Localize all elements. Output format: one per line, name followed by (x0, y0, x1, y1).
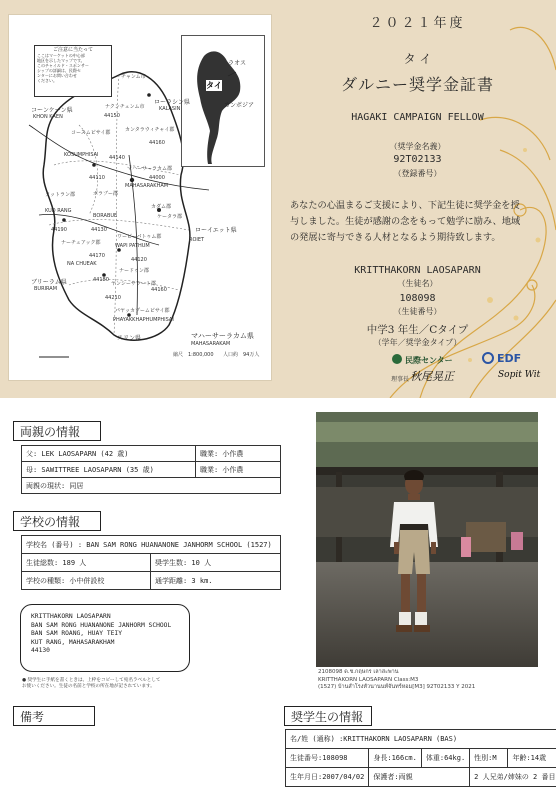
mother-cell: 母: SAWITTREE LAOSAPARN (35 歳) (22, 462, 196, 478)
province-label-en: KHON KAEN (33, 114, 63, 120)
caption-line: 2108098 ด.ช.กฤษกร เลาสะพาน (318, 669, 399, 675)
message-line: 与しました。生徒が感謝の念をもって勉学に励み、地域 (290, 216, 521, 227)
map-note-line: ください。 (37, 78, 57, 83)
scholarship-name-label: （奨学金名義） (389, 142, 446, 151)
province-label: ブリーラム県 (31, 279, 67, 286)
table-row (22, 554, 281, 572)
province-label-en: BURIRAM (34, 286, 58, 292)
postal-code: 44110 (89, 175, 105, 181)
district-label: チャンム市 (121, 74, 146, 80)
province-label-en: KALASIN (159, 106, 181, 112)
table-row (22, 572, 281, 590)
district-label: パヤッカプームピサイ郡 (115, 308, 170, 314)
message-line: あなたの心温まるご支援により、下記生徒に奨学金を授 (290, 200, 520, 211)
inset-map (181, 35, 265, 167)
edf-signature: Sopit Wit (498, 370, 541, 380)
postal-code: 44000 (149, 175, 165, 181)
district-label-en: MAHASARAKHAM (125, 183, 169, 189)
student-name-cell: 名/姓 (通称) :KRITTHAKORN LAOSAPARN (BAS) (286, 730, 556, 749)
org-logo-icon (392, 354, 402, 364)
org-name: 民際センター (405, 356, 453, 365)
postal-code: 44140 (109, 155, 125, 161)
grade-type-label: （学年／奨学金タイプ） (373, 338, 462, 347)
address-line: BAN SAM ROANG, HUAY TEIY (31, 630, 122, 637)
student-number-cell: 生徒番号:108098 (286, 749, 369, 768)
main-province-label: マハーサーラカム県 (191, 332, 254, 340)
height-cell: 身長:166cm. (369, 749, 422, 768)
registration-number: 92T02133 (393, 154, 442, 165)
total-students-cell: 生徒総数: 189 人 (22, 554, 151, 572)
district-label: カダム郡 (151, 204, 172, 210)
campaign-name: HAGAKI CAMPAIGN FELLOW (351, 112, 484, 123)
province-label: スリン県 (117, 335, 142, 342)
postal-code: 44180 (93, 277, 109, 283)
director-signature: 秋尾晃正 (410, 370, 454, 383)
district-label: ワーピーパトゥム郡 (117, 234, 162, 240)
student-section-title: 奨学生の情報 (284, 706, 372, 726)
parents-table (21, 445, 281, 494)
province-label: コーンケーン県 (31, 107, 73, 114)
postal-code: 44210 (105, 295, 121, 301)
main-province-label-en: MAHASARAKAM (191, 341, 231, 347)
caption-line: (1527) บ้านสำโรงหัวนานนท์จันทร์หอม[M3] 92T02133 Y 2021 (318, 684, 476, 690)
postal-code: 44160 (149, 140, 165, 146)
district-label: マハーサーラカム郡 (127, 166, 172, 172)
school-table (21, 535, 281, 590)
table-row (286, 730, 556, 749)
map-note-line: シップの詳細は、民際セ (37, 68, 81, 73)
province-map (8, 14, 272, 381)
school-name-cell: 学校名 (番号) : BAN SAM RONG HUANANONE JANHORM SCHOOL (1527) (22, 536, 281, 554)
grade-type: 中学3 年生／Cタイプ (366, 324, 469, 336)
student-name: KRITTHAKORN LAOSAPARN (354, 265, 481, 276)
parents-section-title: 両親の情報 (13, 421, 101, 441)
table-row (286, 749, 556, 768)
province-label: ローイエット県 (195, 227, 237, 234)
map-legend: 人口約 94万人 (223, 352, 260, 358)
student-photo (316, 412, 538, 667)
school-type-cell: 学校の種類: 小中併設校 (22, 572, 151, 590)
postal-code: 44130 (91, 227, 107, 233)
student-number-label: （生徒番号） (393, 307, 442, 316)
district-label-en: WAPI PATHUM (115, 243, 150, 249)
inset-label-thailand: タイ (206, 81, 222, 90)
footnote-line: ● 奨学生に手紙を書くときは、上枠をコピーして宛名ラベルとして (22, 678, 161, 683)
age-cell: 年齢:14歳 (508, 749, 556, 768)
student-number: 108098 (399, 293, 436, 304)
district-label-en: PHAYAKKHAPHUMPHISAI (113, 317, 174, 323)
father-cell: 父: LEK LAOSAPARN (42 歳) (22, 446, 196, 462)
map-note-line: このチャイルド・スポンサー (37, 63, 89, 68)
district-label-en: NA CHUEAK (67, 261, 97, 267)
remarks-section-title: 備考 (13, 706, 95, 726)
weight-cell: 体重:64kg. (421, 749, 469, 768)
photo-caption (318, 669, 554, 692)
student-photo-image (316, 412, 538, 667)
student-table (285, 729, 556, 787)
inset-label-cambodia: カンボジア (224, 102, 255, 109)
district-label-en: KUD RANG (45, 208, 72, 214)
district-label: ボラブー郡 (93, 191, 118, 197)
address-line: KUT RANG, MAHASARAKHAM (31, 638, 115, 646)
district-label: ナクンチェンム市 (105, 104, 145, 110)
postal-code: 44120 (131, 257, 147, 263)
district-label: ナーチュアック郡 (61, 240, 101, 246)
district-label: ヤンシーサラート郡 (111, 281, 156, 287)
province-label: ローラシン県 (154, 99, 190, 106)
certificate-country: タ イ (403, 52, 432, 66)
scholarship-students-cell: 奨学生数: 10 人 (151, 554, 281, 572)
province-label-en: ROIET (189, 237, 205, 243)
siblings-cell: 2 人兄弟/姉妹の 2 番目 (470, 768, 556, 787)
map-note (34, 45, 112, 97)
map-note-title: ご注意に当たって (52, 47, 93, 53)
edf-logo-icon (482, 352, 494, 364)
table-row (22, 446, 281, 462)
postal-code: 44170 (89, 253, 105, 259)
caption-line: KRITTHAKORN LAOSAPARN Class:M3 (318, 676, 419, 683)
postal-code: 44160 (151, 287, 167, 293)
inset-label-laos: ラオス (228, 60, 246, 67)
distance-cell: 通学距離: 3 km. (151, 572, 281, 590)
district-label-en: KOSUMPHISAI (64, 152, 99, 158)
district-label: コースムピサイ郡 (71, 130, 111, 136)
district-label-en: BORABUE (93, 213, 118, 219)
parents-status-cell: 両親の現状: 同居 (22, 478, 281, 494)
postal-code: 44190 (51, 227, 67, 233)
mother-job-cell: 職業: 小作農 (196, 462, 281, 478)
table-row (22, 536, 281, 554)
table-row (22, 462, 281, 478)
address-line: KRITTHAKORN LAOSAPARN (31, 613, 111, 620)
address-line: BAN SAM RONG HUANANONE JANHORM SCHOOL (31, 621, 172, 629)
address-label[interactable] (20, 604, 190, 672)
table-row (286, 768, 556, 787)
certificate-title: ダルニー奨学金証書 (340, 75, 494, 94)
birthday-cell: 生年月日:2007/04/02 (286, 768, 369, 787)
postal-code: 44150 (104, 113, 120, 119)
map-note-line: ここはマーケットの中心部 (37, 53, 85, 58)
student-name-label: （生徒名） (397, 279, 438, 288)
map-scale: 縮尺 1:800,000 (173, 352, 214, 358)
certificate-message (290, 198, 550, 246)
org-title: 理事長 (391, 376, 410, 383)
map-note-line: 地区を示したマップです。 (37, 58, 85, 63)
district-label: カンタラウィチャイ郡 (125, 127, 175, 133)
registration-label: （登録番号） (393, 169, 442, 178)
father-job-cell: 職業: 小作農 (196, 446, 281, 462)
certificate-year: ２０２１年度 (369, 16, 466, 31)
school-section-title: 学校の情報 (13, 511, 101, 531)
address-line: 44130 (31, 647, 50, 654)
table-row (22, 478, 281, 494)
district-label: クットラン郡 (45, 192, 76, 198)
guardian-cell: 保護者:両親 (369, 768, 470, 787)
district-label: ナードゥン郡 (119, 268, 149, 274)
message-line: の発展に寄与できる人材となるよう期待致します。 (290, 232, 501, 243)
footnote-line: お使いください。生徒の名前と学校の所在地が記されています。 (22, 684, 155, 689)
sex-cell: 性別:M (470, 749, 508, 768)
address-footnote (22, 678, 252, 690)
district-label: ケータラ郡 (157, 214, 183, 220)
edf-logo: EDF (497, 352, 522, 365)
map-note-line: ンターにお問い合わせ (37, 73, 77, 78)
